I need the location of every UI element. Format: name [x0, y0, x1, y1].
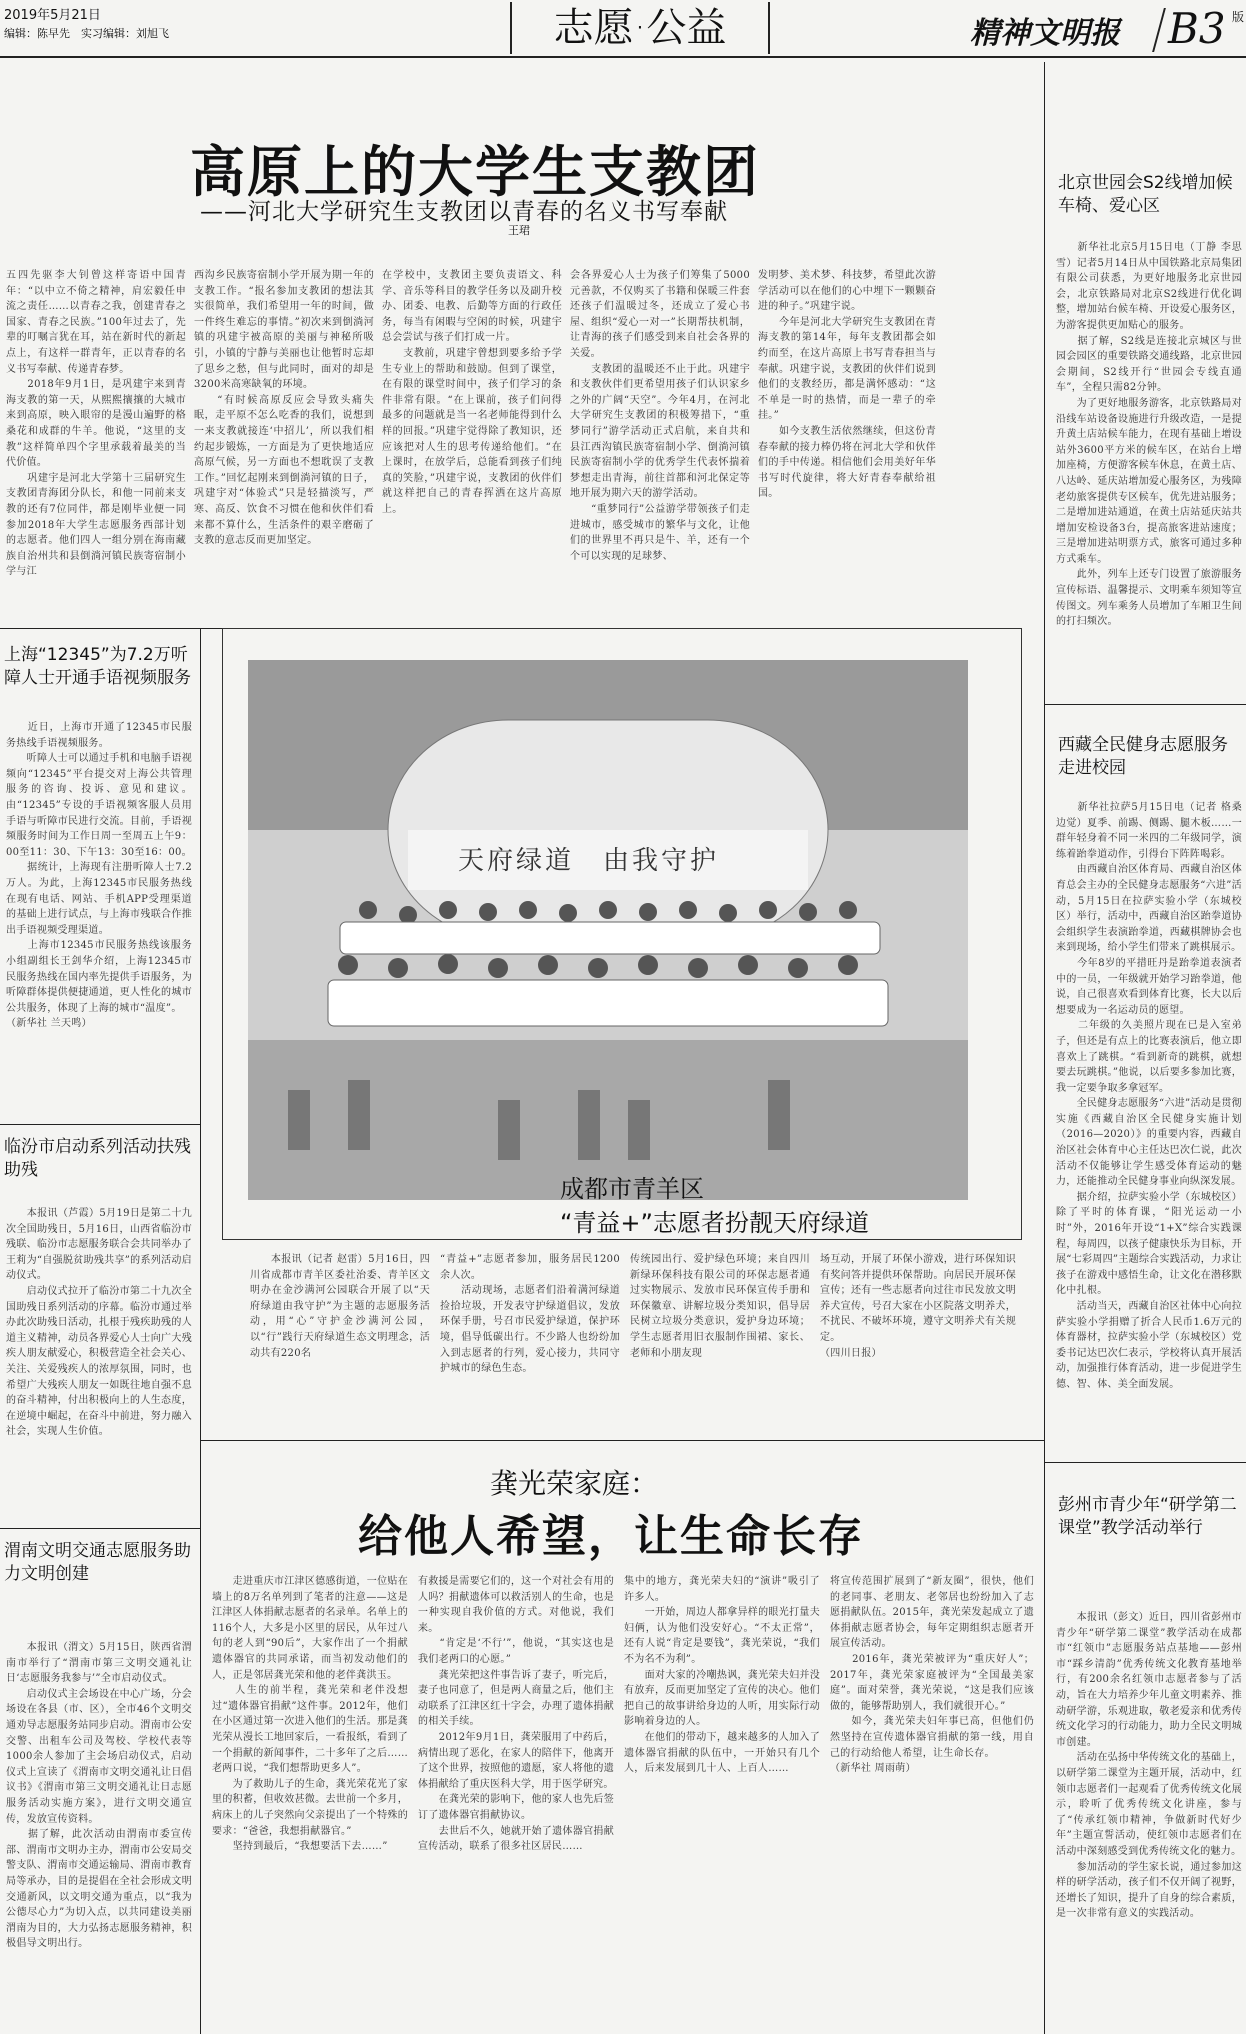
left-column-rule	[200, 628, 201, 2034]
family-column-1: 走进重庆市江津区德感街道，一位贴在墙上的8万名单列到了笔者的注意——这是江津区人体捐献志愿者的名录单。名单上的116个人，大多是小区里的居民，从年过八旬的老人到“90后”，大家作出了一个捐献遗体器官的共同承诺，而当初发动他们的人，正是邻居龚光荣和他的老伴龚洪玉。 人生的前半程，龚光荣和老伴没想过“遗体器官捐献”这件事。2012年，他们在小区通过第一次进入他们的生活。那是龚光荣从漫长工地回家后，一看报纸，看到了一个捐献的新闻事件，二十多年了之后……老两口说，“我们想帮助更多人”。 为了救助儿子的生命，龚光荣花光了家里的积蓄，但收效甚微。去世前一个多月，病床上的儿子突然向父亲提出了一个特殊的要求：“爸爸，我想捐献器官。” 坚持到最后，“我想要活下去……”	[212, 1576, 408, 1853]
feature-column-4: 场互动，开展了环保小游戏，进行环保知识有奖问答并提供环保帮助。向居民开展环保宣传；还有一些志愿者向过往市民发放文明养犬宣传，号召大家在小区院落文明养犬，不扰民、不破坏环境，遵守文明养犬有关规定。 （四川日报）	[820, 1254, 1016, 1359]
masthead-logo: 精神文明报	[970, 16, 1120, 51]
header-rule	[0, 56, 1246, 58]
lead-column-3: 在学校中，支教团主要负责语文、科学、音乐等科目的教学任务以及副升校办、团委、电教、后勤等方面的行政任务，每当有闲暇与空闲的时候，巩建宇总会尝试与孩子们打成一片。 支教前，巩建宇曾想到要多给予学生专业上的帮助和鼓励。但到了课堂，在有限的课堂时间中，孩子们学习的条件非常有限。“在上课前，孩子们问得最多的问题就是当一名老师能得到什么样的回报。”巩建宇觉得除了教知识，还应该把对人生的思考传递给他们。“在上课时，在放学后，总能看到孩子们纯真的笑脸，”巩建宇说，支教团的伙伴们就这样把自己的青春挥洒在这片高原上。	[382, 270, 562, 515]
right-story-3-body: 本报讯（彭文）近日，四川省彭州市青少年“研学第二课堂”教学活动在成都市“红领巾”志愿服务站点基地——彭州市“踩乡清韵”优秀传统文化教育基地举行，有200余名红领巾志愿者参与了活动，旨在大力培养少年儿童文明素养、推动研学游，乐观进取，敬老爱亲和优秀传统文化学习的行动能力，助力全民文明城市创建。 活动在弘扬中华传统文化的基础上，以研学第二课堂为主题开展，活动中，红领巾志愿者们一起观看了优秀传统文化展示，聆听了优秀传统文化讲座，参与了“传承红领巾精神，争做新时代好少年”主题宣誓活动，使红领巾志愿者们在活动中深刻感受到优秀传统文化的魅力。 参加活动的学生家长说，通过参加这样的研学活动，孩子们不仅开阔了视野，还增长了知识，提升了自身的综合素质，是一次非常有意义的实践活动。	[1056, 1612, 1242, 1920]
family-top-rule	[200, 1440, 1044, 1441]
lead-subheadline: ——河北大学研究生支教团以青春的名义书写奉献	[200, 199, 728, 225]
right-story-2-body: 新华社拉萨5月15日电（记者 格桑边觉）夏季、前踢、侧踢、腿木板……一群年轻身着不同一米四的二年级同学，演练着跆拳道动作，引得台下阵阵喝彩。 由西藏自治区体育局、西藏自治区体育总会主办的全民健身志愿服务“六进”活动，5月15日在拉萨实验小学（东城校区）举行，活动中，西藏自治区跆拳道协会组织学生表演跆拳道，西藏棋牌协会也来到现场，给小学生们带来了跳棋展示。 今年8岁的平措旺丹是跆拳道表演者中的一员，一年级就开始学习跆拳道，他说，自己很喜欢看到体育比赛，长大以后想要成为一名运动员的愿望。 二年级的久美照片现在已是入室弟子，但还是有点上的比赛表演后，他立即喜欢上了跳棋。“看到新奇的跳棋，就想要去玩跳棋。”他说，以后要多参加比赛，我一定要争取多拿冠军。 全民健身志愿服务“六进”活动是贯彻实施《西藏自治区全民健身实施计划（2016—2020）》的重要内容，西藏自治区社会体育中心主任达巴次仁说，此次活动不仅能够让学生感受体育运动的魅力，还能推动全民健身事业向纵深发展。 据介绍，拉萨实验小学（东城校区）除了平时的体育课，“阳光运动一小时”外，2016年开设“1+X”综合实践课程，每周四，以孩子健康快乐为目标，开展“七彩周四”主题综合实践活动，力求让孩子在游戏中感悟生命，让文化在潜移默化中扎根。 活动当天，西藏自治区社体中心向拉萨实验小学捐赠了折合人民币1.6万元的体育器材，拉萨实验小学（东城校区）党委书记达巴次仁表示，学校将认真开展活动，加强推行体育活动，进一步促进学生德、智、体、美全面发展。	[1056, 802, 1242, 1390]
left-story-3-body: 本报讯（渭文）5月15日，陕西省渭南市举行了“渭南市第三文明交通礼让日‘志愿服务我参与’”全市启动仪式。 启动仪式主会场设在中心广场，分会场设在各县（市、区），全市46个文明交通劝导志愿服务站同步启动。渭南市公安交警、出租车公司及驾校、学校代表等1000余人参加了主会场启动仪式，启动仪式上宣读了《渭南市文明交通礼让日倡议书》《渭南市第三文明交通礼让日志愿服务活动实施方案》，进行文明交通宣传，发放宣传资料。 据了解，此次活动由渭南市委宣传部、渭南市文明办主办，渭南市公安局交警支队、渭南市交通运输局、渭南市教育局等承办，目的是提倡在全社会形成文明交通新风，以文明交通为重点，以“我为公德尽心力”为切入点，以共同建设美丽渭南为目的，大力弘扬志愿服务精神，积极倡导文明出行。	[6, 1642, 192, 1950]
left-story-1-body: 近日，上海市开通了12345市民服务热线手语视频服务。 听障人士可以通过手机和电脑手语视频向“12345”平台提交对上海公共管理服务的咨询、投诉、意见和建议。由“12345”专设的手语视频客服人员用手语与听障市民进行交流。目前，手语视频服务时间为工作日周一至周五上午9：00至11：30、下午13：30至16：00。 据统计，上海现有注册听障人士7.2万人。为此，上海12345市民服务热线在现有电话、网站、手机APP受理渠道的基础上进行试点，与上海市残联合作推出手语视频受理渠道。 上海市12345市民服务热线该服务小组副组长王剑华介绍，上海12345市民服务热线在国内率先提供手语服务，为听障群体提供便捷通道，更人性化的城市公共服务，体现了上海的城市“温度”。 （新华社 兰天鸣）	[6, 722, 192, 1030]
lead-column-2: 西沟乡民族寄宿制小学开展为期一年的支教工作。“报名参加支教团的想法其实很简单，我们希望用一年的时间，做一件终生难忘的事情。”初次来到倒淌河镇的巩建宇被高原的美丽与神秘所吸引，小镇的宁静与美丽也让他暂时忘却了思乡之愁，但与此同时，面对的却是3200米高寒缺氧的环境。 “有时候高原反应会导致头痛失眠，走平原不怎么吃香的我们，说想到一来支教就接连‘中招儿’，所以我们相约起步锻炼，一方面是为了更快地适应高原气候，另一方面也不想耽误了支教工作。”回忆起刚来到倒淌河镇的日子，巩建宇对“体验式”只是轻描淡写，严寒、高反、饮食不习惯在他和伙伴们看来都不算什么，生活条件的艰辛磨砺了支教的意志反而更加坚定。	[194, 270, 374, 547]
left-story-3-headline: 渭南文明交通志愿服务助力文明创建	[4, 1541, 191, 1584]
left-rule-1	[0, 1124, 200, 1125]
lead-column-5: 发明梦、美术梦、科技梦，希望此次游学活动可以在他们的心中埋下一颗颗奋进的种子。”巩建宇说。 今年是河北大学研究生支教团在青海支教的第14年，每年支教团都会如约而至，在这片高原上书写青春担当与奉献。巩建宇说，支教团的伙伴们说到他们的支教经历，都是满怀感动：“这不单是一时的热情，而是一辈子的牵挂。” 如今支教生活依然继续，但这份青春奉献的接力棒仍将在河北大学和伙伴们的手中传递。相信他们会用美好年华书写时代旋律，将大好青春奉献给祖国。	[758, 270, 936, 500]
page-number: B3	[1168, 4, 1226, 53]
right-story-2-headline: 西藏全民健身志愿服务走进校园	[1058, 735, 1228, 778]
left-story-1-headline: 上海“12345”为7.2万听障人士开通手语视频服务	[4, 645, 191, 688]
family-title-top: 龚光荣家庭：	[490, 1467, 659, 1500]
page-ban-label: 版	[1232, 10, 1245, 24]
family-column-3: 集中的地方，龚光荣夫妇的“演讲”吸引了许多人。 一开始，周边人都拿异样的眼光打量夫妇俩，认为他们没安好心。“不太正常”，还有人说“肯定是要钱”，龚光荣说，“我们不为名不为利”。 面对大家的冷嘲热讽，龚光荣夫妇并没有放弃，反而更加坚定了宣传的决心。他们把自己的故事讲给身边的人听，用实际行动影响着身边的人。 在他们的带动下，越来越多的人加入了遗体器官捐献的队伍中，一开始只有几个人，后来发展到几十人、上百人……	[624, 1576, 820, 1775]
feature-column-2: “青益+”志愿者参加，服务居民1200余人次。 活动现场，志愿者们沿着满河绿道捡拾垃圾，开发表守护绿道倡议，发放环保手册，号召市民爱护绿道，保护环境，倡导低碳出行。不少路人也纷纷加入到志愿者的行列，爱心接力，共同守护城市的绿色生态。	[440, 1254, 620, 1375]
family-column-2: 有救援是需要它们的，这一个对社会有用的人吗？捐献遗体可以救活别人的生命，也是一种实现自我价值的方式。对他说，我们来。 “肯定是‘不行’”，他说，“其实这也是我们老两口的心愿。” 龚光荣把这件事告诉了妻子，听完后，妻子也同意了，但是两人商量之后，他们主动联系了江津区红十字会，办理了遗体捐献的相关手续。 2012年9月1日，龚荣服用了中药后，病情出现了恶化，在家人的陪伴下，他离开了这个世界，按照他的遗愿，家人将他的遗体捐献给了重庆医科大学，用于医学研究。 在龚光荣的影响下，他的家人也先后签订了遗体器官捐献协议。 去世后不久，她就开始了遗体器官捐献宣传活动，联系了很多社区居民……	[418, 1576, 614, 1853]
masthead-divider	[1152, 8, 1166, 52]
volunteer-group-photo	[248, 660, 968, 1200]
lead-column-1: 五四先驱李大钊曾这样寄语中国青年：“以中立不倚之精神，肩宏毅任申流之责任……以青春之我，创建青春之国家、青春之民族。”100年过去了，先辈的叮嘱言犹在耳，站在新时代的新起点上，有这样一群青年，正以青春的名义书写奉献、传递青春梦。 2018年9月1日，是巩建宇来到青海支教的第一天，从熙熙攘攘的大城市来到高原，映入眼帘的是漫山遍野的格桑花和成群的牛羊。他说，“这里的支教”这样简单四个字里承载着最美的当代价值。 巩建宇是河北大学第十三届研究生支教团青海团分队长，和他一同前来支教的还有7位同伴，都是刚毕业便一同参加2018年大学生志愿服务西部计划的志愿者。他们四人一组分别在海南藏族自治州共和县倒淌河镇民族寄宿制小学与江	[6, 270, 186, 578]
family-title-main: 给他人希望，让生命长存	[358, 1511, 864, 1562]
feature-column-1: 本报讯（记者 赵雷）5月16日，四川省成都市青羊区委社治委、青羊区文明办在金沙满河公园联合开展了以“天府绿道由我守护”为主题的志愿服务活动，用“心”守护金沙满河公园，以“行”践行天府绿道生态文明理念，活动共有220名	[250, 1254, 430, 1359]
right-rule-1	[1044, 704, 1246, 705]
right-story-1-body: 新华社北京5月15日电（丁静 李思雪）记者5月14日从中国铁路北京局集团有限公司获悉，为更好地服务北京世园会，北京铁路局对北京S2线进行优化调整，增加站台候车椅、开设爱心服务区，为游客提供更加贴心的服务。 据了解，S2线是连接北京城区与世园会园区的重要铁路交通线路，北京世园会期间，S2线开行“世园会专线直通车”，全程只需82分钟。 为了更好地服务游客，北京铁路局对沿线车站设备设施进行升级改造，一是提升黄土店站候车能力，在现有基础上增设站外3600平方米的候车区，在站台上增加座椅，方便游客候车休息，在黄土店、八达岭、延庆站增加爱心服务区，为残障老幼旅客提供专区候车，优先进站服务；二是增加进站通道，在黄土店站延庆站共增加安检设备3台，提高旅客进站速度；三是增加进站明票方式，旅客可通过多种方式乘车。 此外，列车上还专门设置了旅游服务宣传标语、温馨提示、文明乘车须知等宣传图文。列车乘务人员增加了车厢卫生间的打扫频次。	[1056, 242, 1242, 628]
lead-column-4: 会各界爱心人士为孩子们筹集了5000元善款，不仅购买了书籍和保暖三件套还孩子们温暖过冬，还成立了爱心书屋、组织“爱心一对一”长期帮扶机制，让青海的孩子们感受到来自社会各界的关爱。 支教团的温暖还不止于此。巩建宇和支教伙伴们更希望用孩子们认识家乡之外的广阔“天空”。今年4月，在河北大学研究生支教团的积极筹措下，“重梦同行”游学活动正式启航，来自共和县江西沟镇民族寄宿制小学、倒淌河镇民族寄宿制小学的优秀学生代表怀揣着梦想走出青海，前往首都和河北保定等地开展为期六天的游学活动。 “重梦同行”公益游学带领孩子们走进城市，感受城市的繁华与文化，让他们的世界里不再只是牛、羊，还有一个个可以实现的足球梦、	[570, 270, 750, 562]
lead-author: 王珺	[508, 224, 530, 237]
lead-headline: 高原上的大学生支教团	[190, 140, 761, 204]
right-story-1-headline: 北京世园会S2线增加候车椅、爱心区	[1058, 173, 1233, 216]
right-story-3-headline: 彭州市青少年“研学第二课堂”教学活动举行	[1058, 1495, 1237, 1538]
family-column-4: 将宣传范围扩展到了“新友圈”，很快，他们的老同事、老朋友、老邻居也纷纷加入了志愿捐献队伍。2015年，龚光荣发起成立了遗体捐献志愿者协会，每年定期组织志愿者开展宣传活动。 2016年，龚光荣被评为“重庆好人”；2017年，龚光荣家庭被评为“全国最美家庭”。面对荣誉，龚光荣说，“这是我们应该做的，能够帮助别人，我们就很开心。” 如今，龚光荣夫妇年事已高，但他们仍然坚持在宣传遗体器官捐献的第一线，用自己的行动给他人希望，让生命长存。 （新华社 周雨萌）	[830, 1576, 1034, 1775]
feature-headline-line-1: 成都市青羊区	[560, 1175, 704, 1203]
feature-headline	[560, 1172, 869, 1240]
feature-headline-line-2: “青益+”志愿者扮靓天府绿道	[560, 1209, 869, 1237]
left-story-2-body: 本报讯（芦霞）5月19日是第二十九次全国助残日，5月16日，山西省临汾市残联、临汾市志愿服务联合会共同举办了王莉为“自强脱贫助残共享”的系列活动启动仪式。 启动仪式拉开了临汾市第二十九次全国助残日系列活动的序幕。临汾市通过举办此次助残日活动，扎根于残疾助残的人道主义精神，动员各界爱心人士向广大残疾人朋友献爱心，积极营造全社会关心、关注、关爱残疾人的浓厚氛围，同时，也希望广大残疾人朋友一如既往地自强不息的奋斗精神，付出积极向上的人生态度，在逆境中崛起，在奋斗中前进，努力融入社会，实现人生价值。	[6, 1208, 192, 1438]
feature-column-3: 传统园出行、爱护绿色环境；来自四川新绿环保科技有限公司的环保志愿者通过实物展示、发放市民环保宣传手册和环保徽章、讲解垃圾分类知识，倡导居民树立垃圾分类意识，爱护身边环境；学生志愿者用旧衣服制作围裙、家长、老师和小朋友现	[630, 1254, 810, 1359]
right-rule-2	[1044, 1462, 1246, 1463]
section-title: 志愿·公益	[510, 2, 770, 54]
left-story-2-headline: 临汾市启动系列活动扶残助残	[4, 1137, 191, 1180]
editor-credits: 编辑：陈早先 实习编辑：刘旭飞	[4, 27, 169, 40]
issue-date: 2019年5月21日	[4, 8, 101, 23]
feature-banner-text: 天府绿道 由我守护	[458, 846, 720, 876]
left-rule-2	[0, 1528, 200, 1529]
right-column-rule	[1044, 62, 1045, 2034]
